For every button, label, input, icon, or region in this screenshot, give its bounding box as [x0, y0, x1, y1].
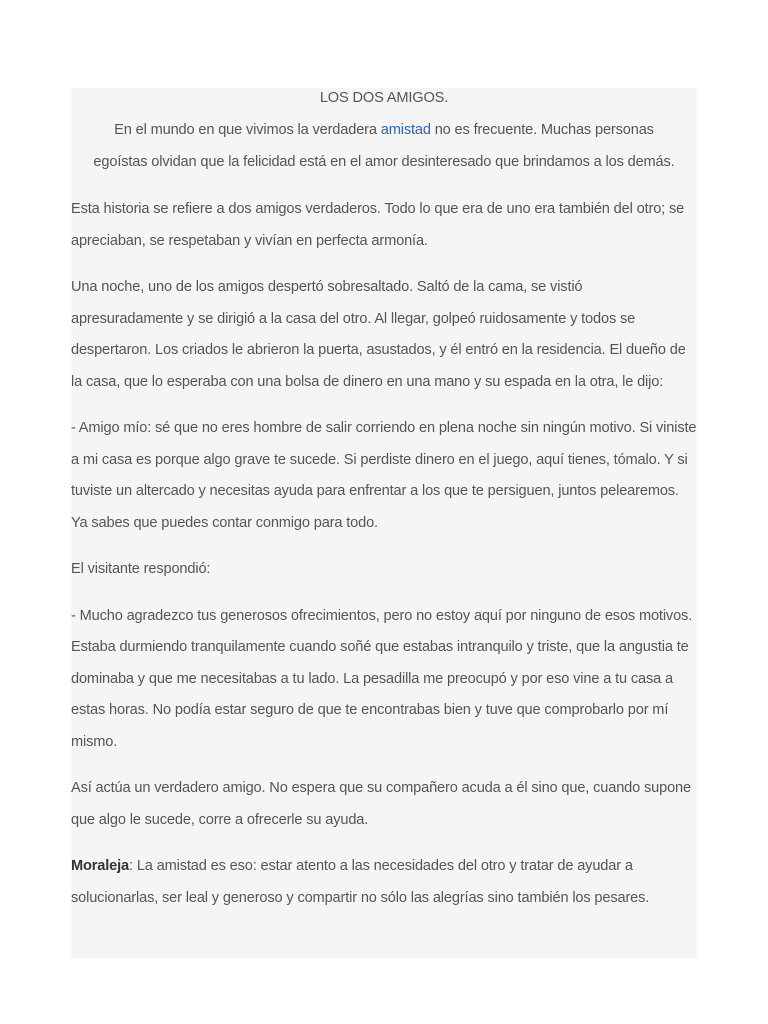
paragraph-6: Así actúa un verdadero amigo. No espera que su compañero acuda a él sino que, cuando supone que algo le sucede, corre a ofrecerle su ayuda. — [71, 780, 691, 828]
moral-paragraph — [71, 851, 697, 914]
intro-paragraph — [71, 114, 697, 178]
paragraph-1: Esta historia se refiere a dos amigos verdaderos. Todo lo que era de uno era también del otro; se apreciaban, se respetaban y vivían en perfecta armonía. — [71, 201, 685, 249]
paragraph-2: Una noche, uno de los amigos despertó sobresaltado. Saltó de la cama, se vistió apresuradamente y se dirigió a la casa del otro. Al llegar, golpeó ruidosamente y todos se despertaron. Los criados le abrieron la puerta, asustados, y él entró en la residencia. El dueño de la casa, que lo esperaba con una bolsa de dinero en una mano y su espada en la otra, le dijo: — [71, 279, 686, 390]
intro-text-line2: egoístas olvidan que la felicidad está en el amor desinteresado que brindamos a los demás. — [93, 154, 675, 170]
story-title: LOS DOS AMIGOS. — [319, 90, 449, 106]
intro-text-after-link: no es frecuente. Muchas personas — [430, 122, 654, 138]
intro-text-before-link: En el mundo en que vivimos la verdadera — [114, 122, 381, 138]
story-content — [71, 88, 697, 958]
paragraph-5: - Mucho agradezco tus generosos ofrecimientos, pero no estoy aquí por ninguno de esos motivos. Estaba durmiendo tranquilamente cuando soñé que estabas intranquilo y triste, que la angustia te dominaba y que me necesitabas a tu lado. La pesadilla me preocupó y por eso vine a tu casa a estas horas. No podía estar seguro de que te encontrabas bien y tuve que comprobarlo por mí mismo. — [71, 607, 693, 750]
paragraph-3: - Amigo mío: sé que no eres hombre de salir corriendo en plena noche sin ningún motivo. Si viniste a mi casa es porque algo grave te sucede. Si perdiste dinero en el juego, aquí tienes, tómalo. Y si tuviste un altercado y necesitas ayuda para enfrentar a los que te persiguen, juntos pelearemos. Ya sabes que puedes contar conmigo para todo. — [71, 420, 697, 531]
moral-text: : La amistad es eso: estar atento a las necesidades del otro y tratar de ayudar a solucionarlas, ser leal y generoso y compartir no sólo las alegrías sino también los pesares. — [71, 858, 650, 906]
moral-label: Moraleja — [71, 858, 130, 874]
amistad-link[interactable]: amistad — [380, 122, 431, 138]
paragraph-4: El visitante respondió: — [71, 561, 211, 577]
